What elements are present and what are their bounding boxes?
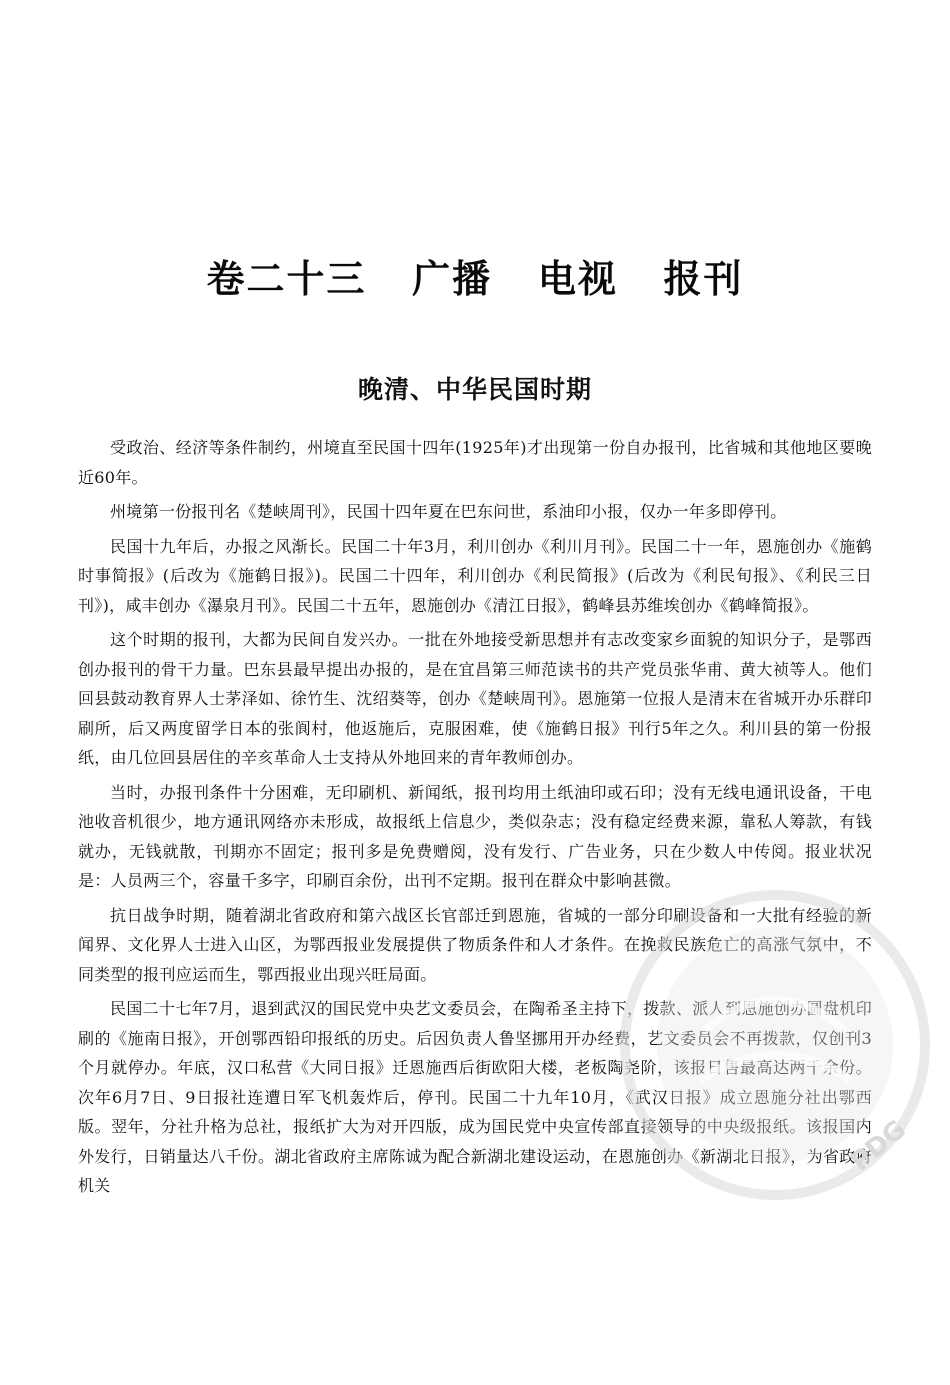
- body-text: [78, 433, 872, 1206]
- watermark-text: PDG: [845, 1114, 912, 1178]
- paragraph: 州境第一份报刊名《楚峡周刊》，民国十四年夏在巴东问世，系油印小报，仅办一年多即停刊。: [110, 502, 787, 521]
- paragraph: 抗日战争时期，随着湖北省政府和第六战区长官部迁到恩施，省城的一部分印刷设备和一大批有经验的新闻界、文化界人士进入山区，为鄂西报业发展提供了物质条件和人才条件。在挽救民族危亡的高涨气氛中，不同类型的报刊应运而生，鄂西报业出现兴旺局面。: [78, 905, 872, 984]
- section-title: 晚清、中华民国时期: [357, 375, 592, 404]
- paragraph: 民国二十七年7月，退到武汉的国民党中央艺文委员会，在陶希圣主持下，拨款、派人到恩施创办圆盘机印刷的《施南日报》，开创鄂西铅印报纸的历史。后因负责人鲁坚挪用开办经费，艺文委员会不再拨款，仅创刊3个月就停办。年底，汉口私营《大同日报》迁恩施西后街欧阳大楼，老板陶尧阶，该报日售最高达两千余份。次年6月7日、9日报社连遭日军飞机轰炸后，停刊。民国二十九年10月，《武汉日报》成立恩施分社出鄂西版。翌年，分社升格为总社，报纸扩大为对开四版，成为国民党中央宣传部直接领导的中央级报纸。该报国内外发行，日销量达八千份。湖北省政府主席陈诚为配合新湖北建设运动，在恩施创办《新湖北日报》，为省政府机关: [78, 999, 872, 1195]
- paragraph: 民国十九年后，办报之风渐长。民国二十年3月，利川创办《利川月刊》。民国二十一年，恩施创办《施鹤时事简报》(后改为《施鹤日报》)。民国二十四年，利川创办《利民简报》(后改为《利民旬报》、《利民三日刊》)，咸丰创办《瀑泉月刊》。民国二十五年，恩施创办《清江日报》，鹤峰县苏维埃创办《鹤峰简报》。: [78, 536, 872, 615]
- chapter-title: 卷二十三 广播 电视 报刊: [206, 257, 744, 301]
- paragraph: 受政治、经济等条件制约，州境直至民国十四年(1925年)才出现第一份自办报刊，比省城和其他地区要晚近60年。: [78, 438, 872, 487]
- paragraph: 当时，办报刊条件十分困难，无印刷机、新闻纸，报刊均用土纸油印或石印；没有无线电通讯设备，干电池收音机很少，地方通讯网络亦未形成，故报纸上信息少，类似杂志；没有稳定经费来源，靠私人筹款，有钱就办，无钱就散，刊期亦不固定；报刊多是免费赠阅，没有发行、广告业务，只在少数人中传阅。报业状况是：人员两三个，容量千多字，印刷百余份，出刊不定期。报刊在群众中影响甚微。: [78, 782, 872, 890]
- paragraph: 这个时期的报刊，大都为民间自发兴办。一批在外地接受新思想并有志改变家乡面貌的知识分子，是鄂西创办报刊的骨干力量。巴东县最早提出办报的，是在宜昌第三师范读书的共产党员张华甫、黄大祯等人。他们回县鼓动教育界人士茅泽如、徐竹生、沈绍葵等，创办《楚峡周刊》。恩施第一位报人是清末在省城开办乐群印刷所，后又两度留学日本的张阆村，他返施后，克服困难，使《施鹤日报》刊行5年之久。利川县的第一份报纸，由几位回县居住的辛亥革命人士支持从外地回来的青年教师创办。: [78, 630, 872, 767]
